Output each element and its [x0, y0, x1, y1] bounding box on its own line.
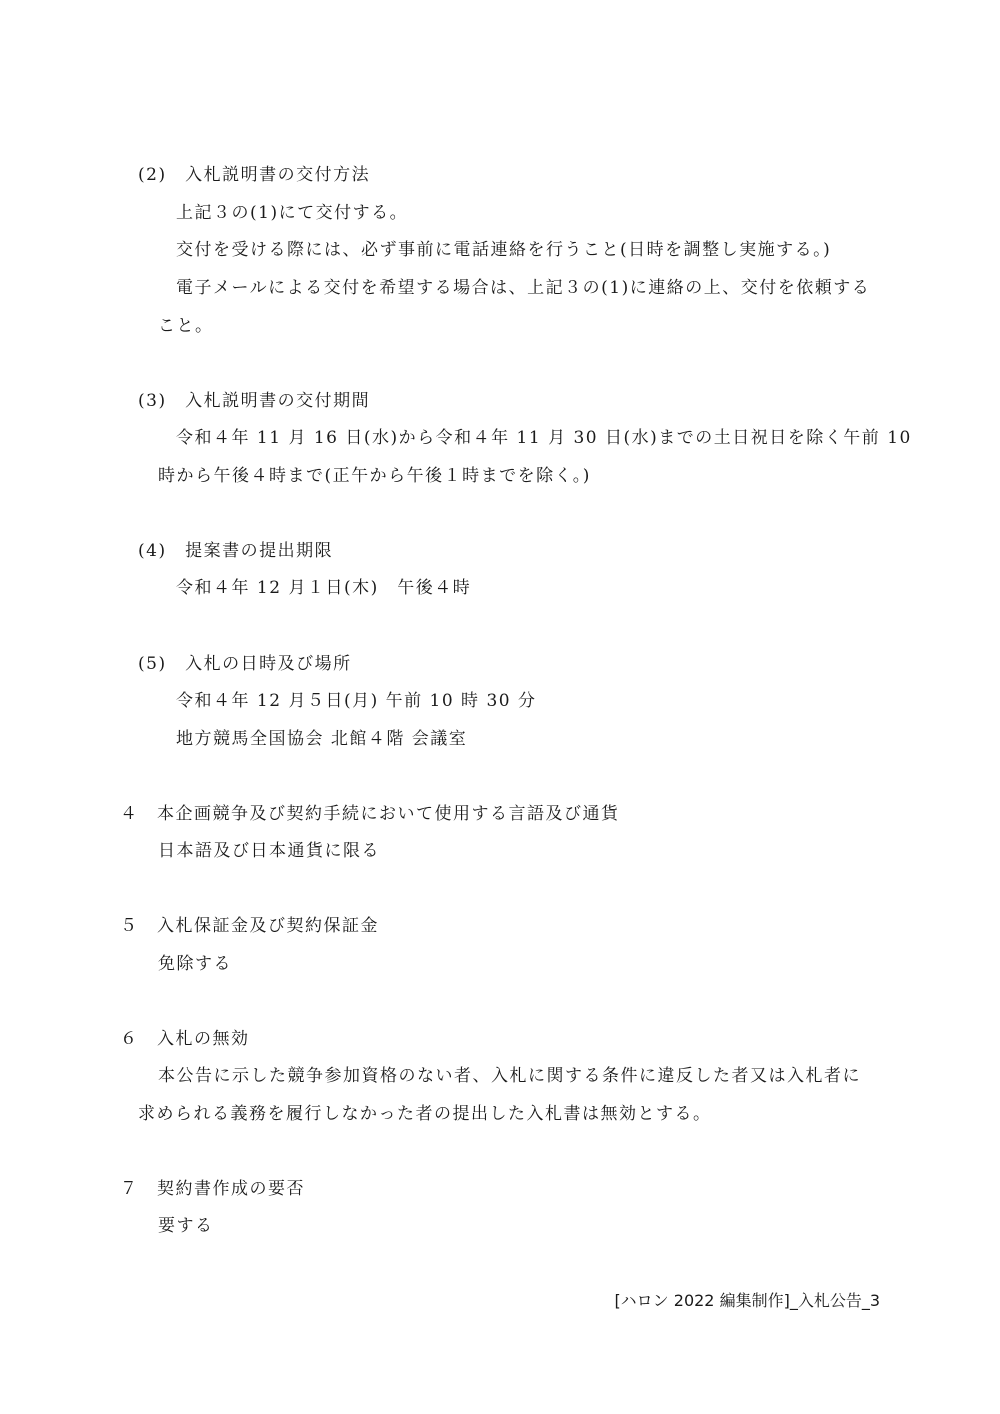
section-2-line-1: 上記３の(1)にて交付する。: [176, 203, 409, 223]
section-2-line-4: こと。: [158, 316, 214, 336]
section-5-heading: (5) 入札の日時及び場所: [138, 654, 352, 674]
section-2-heading: (2) 入札説明書の交付方法: [138, 165, 371, 185]
item-5-line-1: 免除する: [158, 954, 232, 974]
page-footer: [ハロン 2022 編集制作]_入札公告_3: [614, 1291, 880, 1310]
item-4-line-1: 日本語及び日本通貨に限る: [158, 841, 380, 861]
item-4-heading: ４ 本企画競争及び契約手続において使用する言語及び通貨: [120, 804, 620, 824]
section-4-heading: (4) 提案書の提出期限: [138, 541, 334, 561]
section-5-line-2: 地方競馬全国協会 北館４階 会議室: [176, 729, 468, 749]
item-6-heading: ６ 入札の無効: [120, 1029, 250, 1049]
item-7-heading: ７ 契約書作成の要否: [120, 1179, 305, 1199]
item-5-heading: ５ 入札保証金及び契約保証金: [120, 916, 379, 936]
section-3-line-2: 時から午後４時まで(正午から午後１時までを除く。): [158, 466, 591, 486]
section-3-line-1: 令和４年 11 月 16 日(水)から令和４年 11 月 30 日(水)までの土日祝日を除く午前 10: [176, 428, 912, 448]
section-5-line-1: 令和４年 12 月５日(月) 午前 10 時 30 分: [176, 691, 537, 711]
item-7-line-1: 要する: [158, 1216, 214, 1236]
item-6-line-1: 本公告に示した競争参加資格のない者、入札に関する条件に違反した者又は入札者に: [158, 1066, 861, 1086]
section-3-heading: (3) 入札説明書の交付期間: [138, 391, 371, 411]
section-2-line-3: 電子メールによる交付を希望する場合は、上記３の(1)に連絡の上、交付を依頼する: [176, 278, 871, 298]
section-4-line-1: 令和４年 12 月１日(木) 午後４時: [176, 578, 472, 598]
section-2-line-2: 交付を受ける際には、必ず事前に電話連絡を行うこと(日時を調整し実施する。): [176, 240, 832, 260]
item-6-line-2: 求められる義務を履行しなかった者の提出した入札書は無効とする。: [138, 1104, 712, 1124]
